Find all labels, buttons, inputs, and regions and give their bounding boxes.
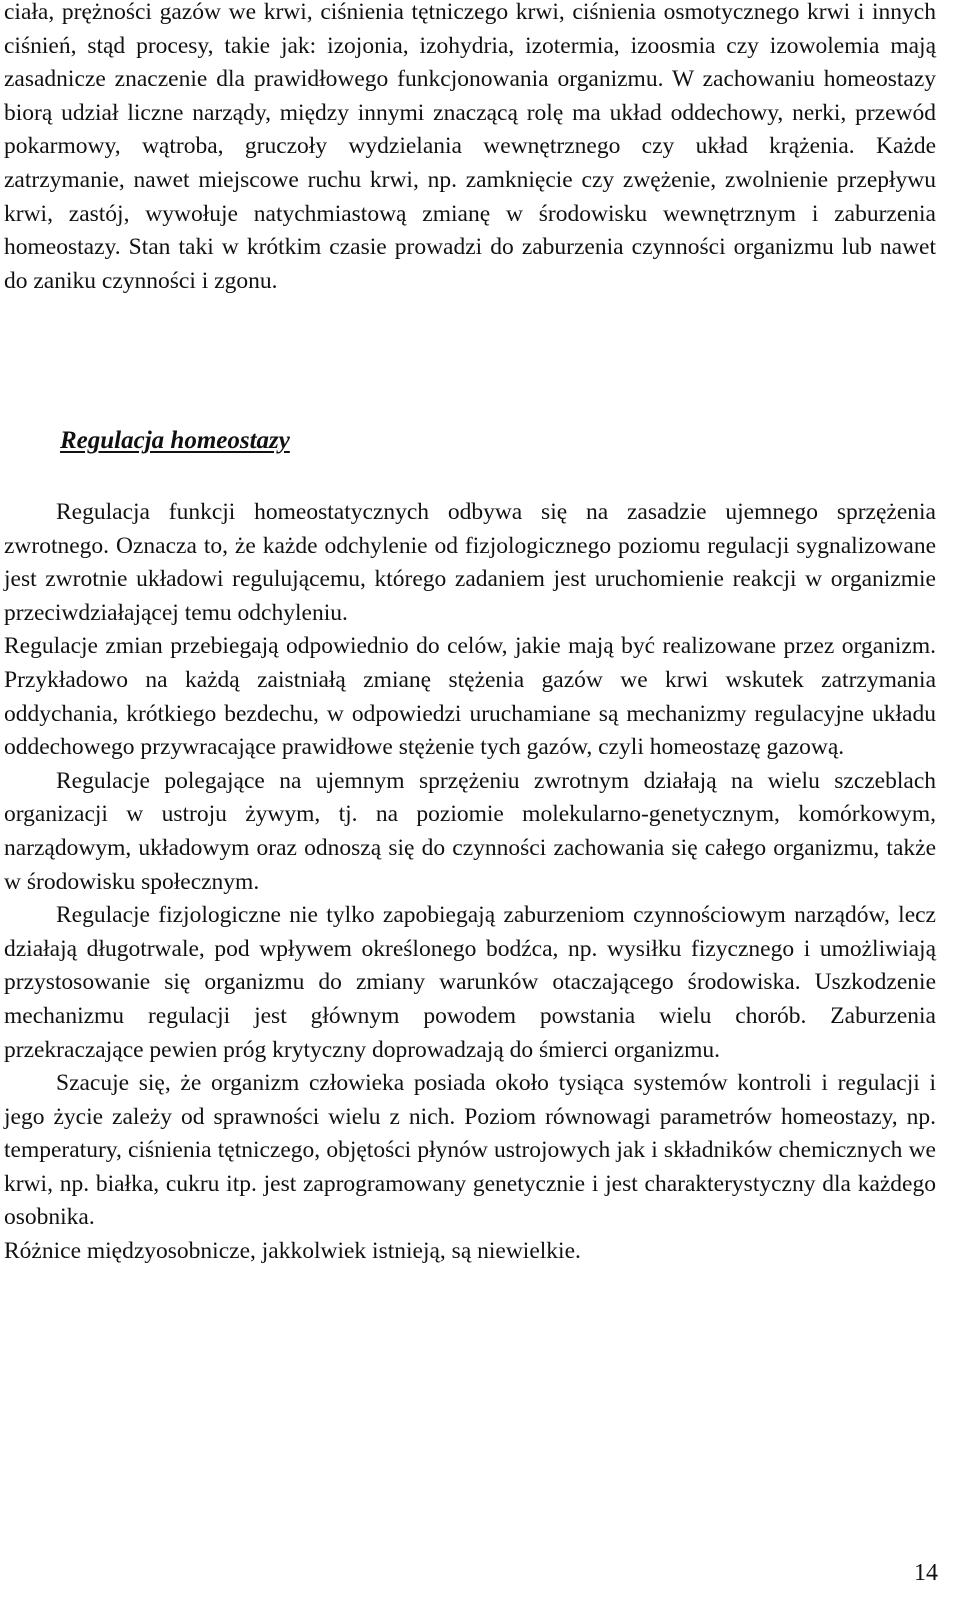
intro-text-block	[4, 0, 936, 298]
section-paragraph: Szacuje się, że organizm człowieka posiada około tysiąca systemów kontroli i regulacji i jego życie zależy od sprawności wielu z nich. Poziom równowagi parametrów homeostazy, np. temperatury, ciśnienia tętniczego, objętości płynów ustrojowych jak i składników chemicznych we krwi, np. białka, cukru itp. jest zaprogramowany genetycznie i jest charakterystyczny dla każdego osobnika.	[4, 1070, 936, 1231]
section-paragraph: Regulacja funkcji homeostatycznych odbywa się na zasadzie ujemnego sprzężenia zwrotnego. Oznacza to, że każde odchylenie od fizjologicznego poziomu regulacji sygnalizowane jest zwrotnie układowi regulującemu, którego zadaniem jest uruchomienie reakcji w organizmie przeciwdziałającej temu odchyleniu.	[4, 499, 936, 626]
page-number: 14	[914, 1560, 938, 1586]
section-heading: Regulacja homeostazy	[60, 427, 290, 454]
section-paragraph: Regulacje fizjologiczne nie tylko zapobiegają zaburzeniom czynnościowym narządów, lecz działają długotrwale, pod wpływem określonego bodźca, np. wysiłku fizycznego i umożliwiają przystosowanie się organizmu do zmiany warunków otaczającego środowiska. Uszkodzenie mechanizmu regulacji jest głównym powodem powstania wielu chorób. Zaburzenia przekraczające pewien próg krytyczny doprowadzają do śmierci organizmu.	[4, 902, 936, 1063]
section-body	[4, 496, 936, 1269]
intro-paragraph: ciała, prężności gazów we krwi, ciśnienia tętniczego krwi, ciśnienia osmotycznego krwi i innych ciśnień, stąd procesy, takie jak: izojonia, izohydria, izotermia, izoosmia czy izowolemia mają zasadnicze znaczenie dla prawidłowego funkcjonowania organizmu. W zachowaniu homeostazy biorą udział liczne narządy, między innymi znaczącą rolę ma układ oddechowy, nerki, przewód pokarmowy, wątroba, gruczoły wydzielania wewnętrznego czy układ krążenia. Każde zatrzymanie, nawet miejscowe ruchu krwi, np. zamknięcie czy zwężenie, zwolnienie przepływu krwi, zastój, wywołuje natychmiastową zmianę w środowisku wewnętrznym i zaburzenia homeostazy. Stan taki w krótkim czasie prowadzi do zaburzenia czynności organizmu lub nawet do zaniku czynności i zgonu.	[4, 0, 936, 294]
section-paragraph: Różnice międzyosobnicze, jakkolwiek istnieją, są niewielkie.	[4, 1238, 581, 1265]
section-paragraph: Regulacje zmian przebiegają odpowiednio do celów, jakie mają być realizowane przez organizm. Przykładowo na każdą zaistniałą zmianę stężenia gazów we krwi wskutek zatrzymania oddychania, krótkiego bezdechu, w odpowiedzi uruchamiane są mechanizmy regulacyjne układu oddechowego przywracające prawidłowe stężenie tych gazów, czyli homeostazę gazową.	[4, 633, 936, 761]
section-paragraph: Regulacje polegające na ujemnym sprzężeniu zwrotnym działają na wielu szczeblach organizacji w ustroju żywym, tj. na poziomie molekularno-genetycznym, komórkowym, narządowym, układowym oraz odnoszą się do czynności zachowania się całego organizmu, także w środowisku społecznym.	[4, 767, 936, 895]
